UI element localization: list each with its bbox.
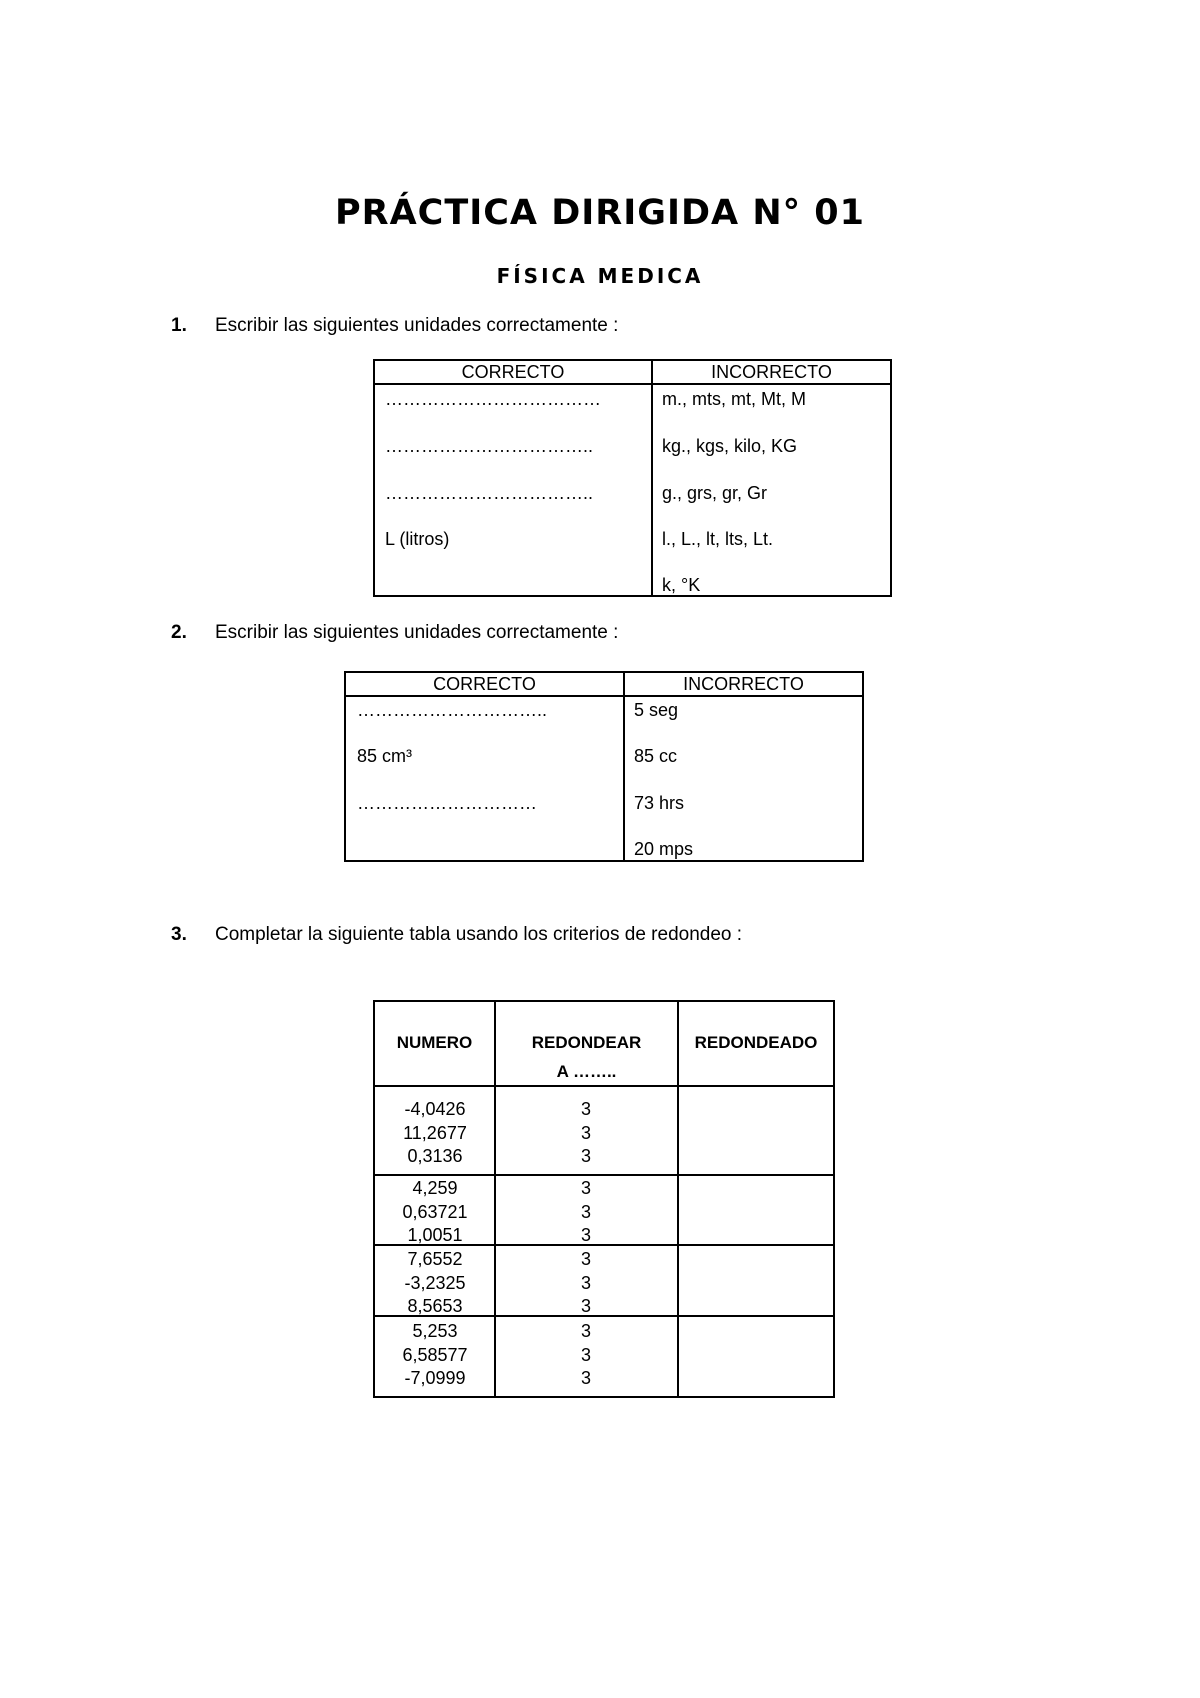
- question-text: Escribir las siguientes unidades correctamente :: [215, 315, 619, 336]
- number-cell: -3,2325: [404, 1272, 466, 1293]
- number-cell: 4,259: [412, 1178, 458, 1198]
- question-number: 3.: [171, 924, 187, 945]
- header-correct: CORRECTO: [461, 362, 565, 382]
- correct-cell: ………………………………: [385, 389, 601, 409]
- question-text: Completar la siguiente tabla usando los criterios de redondeo :: [215, 924, 743, 945]
- number-cell: 5,253: [412, 1321, 458, 1341]
- round-to-cell: 3: [580, 1178, 591, 1198]
- units-table-1: [373, 359, 892, 597]
- header-numero: NUMERO: [396, 1033, 473, 1052]
- question-3: [171, 923, 742, 947]
- number-cell: 1,0051: [407, 1225, 463, 1245]
- header-redondear-a: A ……..: [556, 1062, 617, 1081]
- question-1: [171, 314, 618, 338]
- round-to-cell: 3: [580, 1249, 591, 1269]
- correct-cell: 85 cm³: [357, 746, 413, 766]
- units-table-2: [344, 671, 864, 862]
- round-to-cell: 3: [580, 1344, 591, 1365]
- number-cell: 7,6552: [407, 1249, 463, 1269]
- round-to-cell: 3: [580, 1122, 591, 1143]
- header-redondear: REDONDEAR: [531, 1033, 642, 1052]
- header-incorrect: INCORRECTO: [683, 674, 804, 694]
- incorrect-cell: k, °K: [662, 575, 701, 595]
- incorrect-cell: g., grs, gr, Gr: [662, 483, 768, 503]
- incorrect-cell: 20 mps: [634, 839, 694, 859]
- round-to-cell: 3: [580, 1272, 591, 1293]
- number-cell: 0,3136: [407, 1146, 463, 1166]
- round-to-cell: 3: [580, 1225, 591, 1245]
- question-number: 2.: [171, 622, 187, 643]
- number-cell: -7,0999: [404, 1368, 466, 1388]
- correct-cell: L (litros): [385, 529, 450, 549]
- round-to-cell: 3: [580, 1321, 591, 1341]
- round-to-cell: 3: [580, 1146, 591, 1166]
- round-to-cell: 3: [580, 1099, 591, 1119]
- round-to-cell: 3: [580, 1368, 591, 1388]
- incorrect-cell: 85 cc: [634, 746, 678, 766]
- number-cell: 6,58577: [402, 1344, 468, 1365]
- header-redondeado: REDONDEADO: [694, 1033, 818, 1052]
- incorrect-cell: 73 hrs: [634, 793, 685, 813]
- correct-cell: ……………………………..: [385, 483, 594, 503]
- incorrect-cell: 5 seg: [634, 700, 679, 720]
- question-number: 1.: [171, 315, 187, 336]
- question-text: Escribir las siguientes unidades correctamente :: [215, 622, 619, 643]
- correct-cell: ……………………………..: [385, 436, 594, 456]
- correct-cell: …………………………: [357, 793, 537, 813]
- incorrect-cell: l., L., lt, lts, Lt.: [662, 529, 774, 549]
- number-cell: -4,0426: [404, 1099, 466, 1119]
- header-correct: CORRECTO: [433, 674, 536, 694]
- correct-cell: …………………………..: [357, 700, 548, 720]
- number-cell: 8,5653: [407, 1296, 463, 1316]
- header-incorrect: INCORRECTO: [711, 362, 832, 382]
- table-header: [346, 673, 862, 697]
- round-to-cell: 3: [580, 1201, 591, 1222]
- incorrect-cell: kg., kgs, kilo, KG: [662, 436, 798, 456]
- number-cell: 11,2677: [403, 1122, 467, 1143]
- question-2: [171, 621, 618, 645]
- incorrect-cell: m., mts, mt, Mt, M: [662, 389, 806, 409]
- rounding-table: [373, 1000, 835, 1398]
- page-subtitle: FÍSICA MEDICA: [496, 264, 704, 288]
- table-header: [375, 361, 890, 385]
- number-cell: 0,63721: [402, 1201, 468, 1222]
- round-to-cell: 3: [580, 1296, 591, 1316]
- page-title: PRÁCTICA DIRIGIDA N° 01: [334, 193, 866, 233]
